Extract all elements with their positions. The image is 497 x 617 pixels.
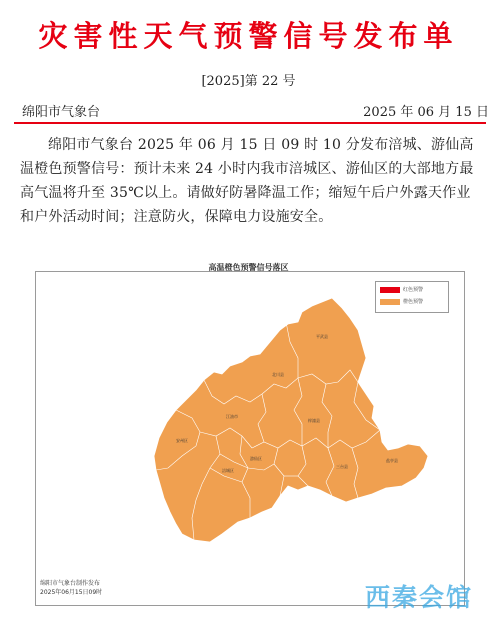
issue-date: 2025 年 06 月 15 日 bbox=[363, 105, 489, 120]
county-label: 游仙区 bbox=[250, 456, 262, 461]
legend-label: 红色预警 bbox=[403, 287, 424, 293]
map-title: 高温橙色预警信号落区 bbox=[208, 263, 289, 272]
county-label: 平武县 bbox=[316, 334, 328, 339]
county-label: 北川县 bbox=[272, 372, 284, 377]
legend-item-orange bbox=[380, 298, 423, 308]
document-title: 灾害性天气预警信号发布单 bbox=[38, 19, 459, 53]
legend-item-red bbox=[380, 286, 423, 296]
county-label: 三台县 bbox=[336, 464, 348, 469]
red-divider bbox=[14, 122, 486, 124]
county-label: 江油市 bbox=[226, 414, 238, 419]
legend-label: 橙色预警 bbox=[403, 299, 424, 305]
county-label: 盐亭县 bbox=[386, 458, 398, 463]
county-label: 涪城区 bbox=[222, 468, 234, 473]
warning-body-text: 绵阳市气象台 2025 年 06 月 15 日 09 时 10 分发布涪城、游仙高温橙色预警信号：预计未来 24 小时内我市涪城区、游仙区的大部地方最高气温将升至 35℃以上。请做好防暑降温工作；缩短午后户外露天作业和户外活动时间；注意防火，保障电力设施安全。 bbox=[20, 137, 474, 225]
issue-number: [2025]第 22 号 bbox=[201, 74, 296, 89]
county-label: 安州区 bbox=[176, 438, 188, 443]
issuing-agency: 绵阳市气象台 bbox=[22, 105, 101, 120]
legend-swatch-orange bbox=[380, 299, 400, 305]
legend-swatch-red bbox=[380, 287, 400, 293]
map-legend bbox=[375, 281, 449, 313]
county-label: 梓潼县 bbox=[308, 418, 320, 423]
map-footer-producer: 绵阳市气象台制作发布 bbox=[40, 580, 101, 587]
watermark-text: 西秦会馆 bbox=[365, 583, 474, 612]
map-footer-time: 2025年06月15日09时 bbox=[40, 589, 103, 596]
warning-area-map bbox=[36, 272, 462, 603]
